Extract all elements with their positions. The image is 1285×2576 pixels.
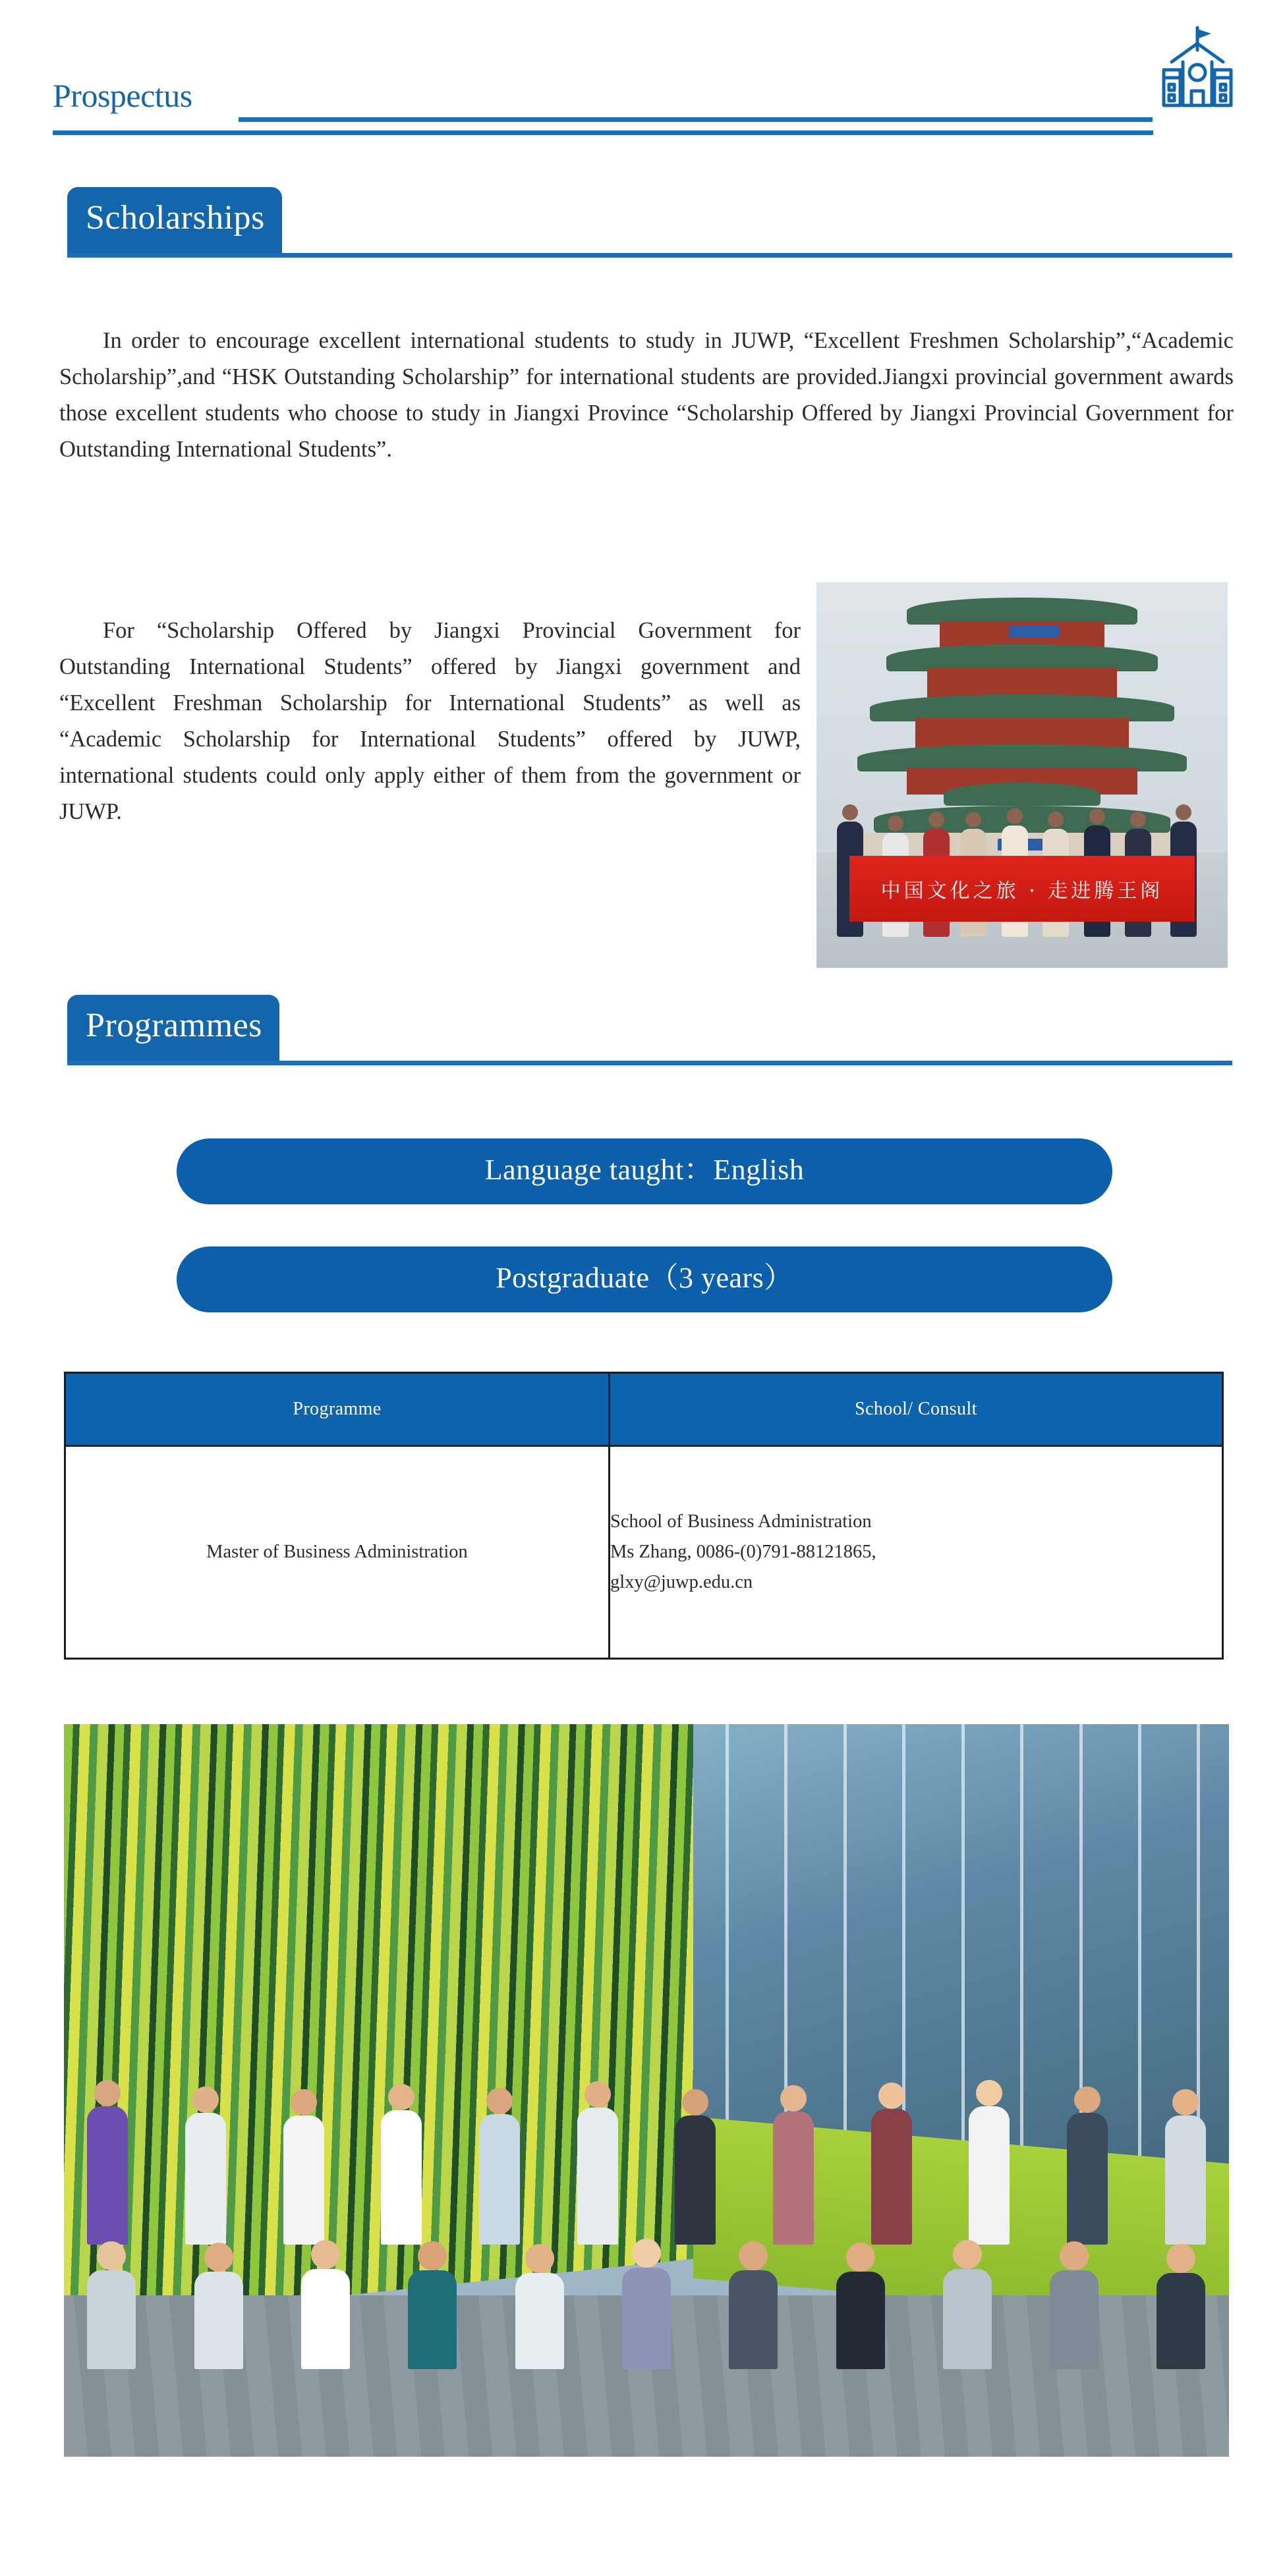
scholarships-paragraph-1-text: In order to encourage excellent international students to study in JUWP, “Excellent Freshmen Scholarship”,“Academic Scholarship”,and “HSK Outstanding Scholarship” for international students are provided.Jiangxi provincial government awards those excellent students who choose to study in Jiangxi Province “Scholarship Offered by Jiangxi Provincial Government for Outstanding International Students”. [59, 327, 1234, 462]
programmes-table-head [65, 1373, 1223, 1446]
pill-language-taught[interactable] [177, 1138, 1112, 1204]
section-tab-label: Scholarships [86, 199, 265, 237]
header-rule-upper [239, 117, 1153, 122]
scholarships-paragraph-2-text: For “Scholarship Offered by Jiangxi Provincial Government for Outstanding International Students” offered by Jiangxi government and “Excellent Freshman Scholarship for International Students” as well as “Academic Scholarship for International Students” offered by JUWP, international students could only apply either of them from the government or JUWP. [59, 617, 801, 824]
page-title: Prospectus [53, 77, 192, 114]
section-underline [67, 253, 1232, 258]
table-header-row [65, 1373, 1223, 1446]
programmes-table [64, 1372, 1224, 1660]
cell-school-name: School of Business Administration [610, 1511, 872, 1532]
section-tab-scholarships[interactable] [67, 187, 282, 253]
scholarships-paragraph-2 [59, 613, 801, 830]
section-header-programmes [53, 995, 1232, 1069]
section-tab-programmes[interactable] [67, 995, 279, 1061]
cell-contact-email: glxy@juwp.edu.cn [610, 1572, 753, 1592]
cell-programme-name: Master of Business Administration [65, 1446, 610, 1659]
scholarships-paragraph-1 [59, 323, 1234, 468]
student-row-front [87, 2268, 1205, 2369]
header-rule-lower [53, 130, 1153, 135]
pill-degree-level-label: Postgraduate（3 years） [496, 1262, 793, 1294]
column-header-school-consult: School/ Consult [609, 1373, 1222, 1446]
page-header [0, 0, 1285, 142]
section-tab-label: Programmes [86, 1007, 262, 1044]
pavilion-group-photo [816, 582, 1228, 968]
student-row-back [87, 2106, 1205, 2245]
cell-school-consult [609, 1446, 1222, 1659]
pill-degree-level[interactable] [177, 1246, 1112, 1312]
programmes-table-body [65, 1446, 1223, 1659]
cell-contact-person: Ms Zhang, 0086-(0)791-88121865, [610, 1542, 876, 1562]
section-header-scholarships [53, 187, 1232, 261]
university-building-icon [1161, 24, 1234, 109]
campus-group-photo [64, 1724, 1229, 2457]
pavilion-photo-banner-text: 中国文化之旅 · 走进腾王阁 [849, 856, 1195, 921]
column-header-programme: Programme [65, 1373, 610, 1446]
section-underline [67, 1061, 1232, 1065]
pill-language-taught-label: Language taught：English [484, 1154, 805, 1186]
table-row [65, 1446, 1223, 1659]
